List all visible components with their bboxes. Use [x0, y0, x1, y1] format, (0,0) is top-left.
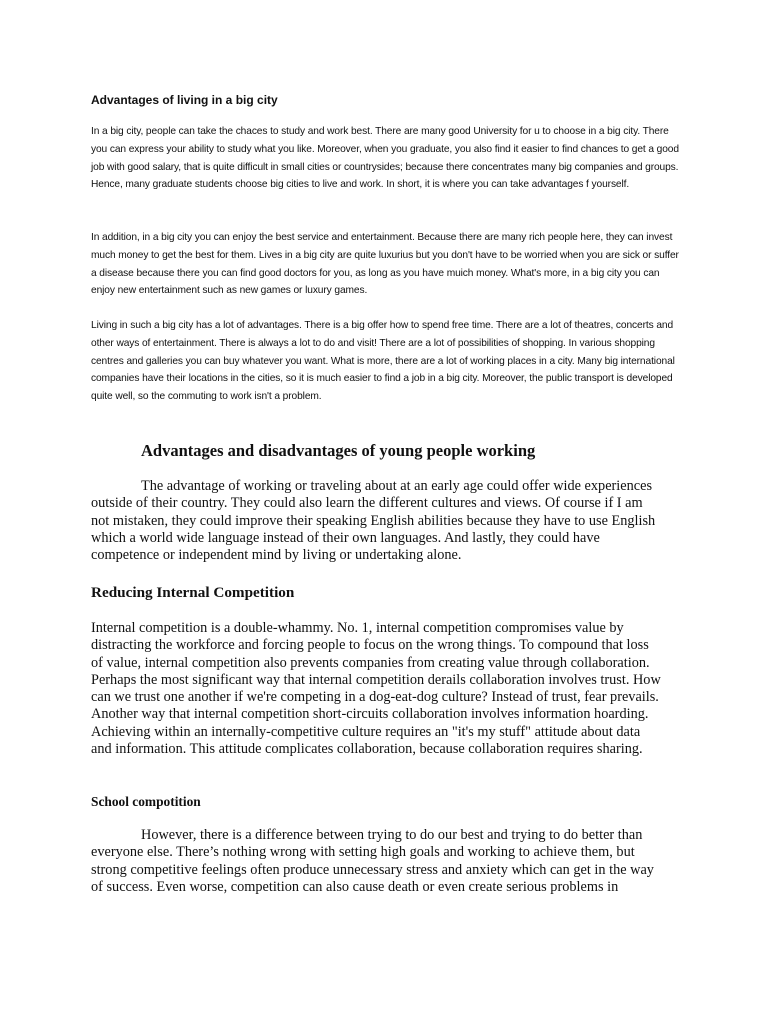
paragraph-school-competition: However, there is a difference between trying to do our best and trying to do better than everyone else. There’s nothing wrong with setting high goals and working to achieve them, but strong competitive feelings often produce unnecessary stress and anxiety which can get in the way of success. Even worse, competition can also cause death or even create serious problems in	[91, 827, 654, 895]
heading-reducing-internal-competition: Reducing Internal Competition	[91, 584, 295, 601]
paragraph-service-and-entertainment: In addition, in a big city you can enjoy the best service and entertainment. Because there are many rich people here, they can invest much money to get the best for them. Lives in a big city are quite luxurius but you don't have to be worried when you are sick or suffer a disease because there you can find good doctors for you, as long as you have muich money. What's more, in a big city you can enjoy new entertainment such as new games or luxury games.	[91, 232, 679, 297]
paragraph-study-and-work: In a big city, people can take the chaces to study and work best. There are many good University for u to choose in a big city. There you can express your ability to study what you like. Moreover, when you graduate, you also find it easier to find chances to get a good job with good salary, that is quite difficult in small cities or countrysides; because there concentrates many big companies and groups. Hence, many graduate students choose big cities to live and work. In short, it is where you can take advantages f yourself.	[91, 126, 679, 191]
paragraph-young-people-working: The advantage of working or traveling about at an early age could offer wide experiences outside of their country. They could also learn the different cultures and views. Of course if I am not mistaken, they could improve their speaking English abilities because they have to use English which a world wide language instead of their own languages. And lastly, they could have competence or independent mind by living or undertaking alone.	[91, 478, 656, 564]
heading-school-competition: School compotition	[91, 794, 201, 809]
paragraph-advantages-list: Living in such a big city has a lot of advantages. There is a big offer how to spend free time. There are a lot of theatres, concerts and other ways of entertainment. There is always a lot to do and visit! There are a lot of possibilities of shopping. In various shopping centres and galleries you can buy whatever you want. What is more, there are a lot of working places in a city. Many big international companies have their locations in the cities, so it is much easier to find a job in a big city. Moreover, the public transport is developed quite well, so the commuting to work isn't a problem.	[91, 320, 675, 403]
paragraph-internal-competition: Internal competition is a double-whammy. No. 1, internal competition compromises value by distracting the workforce and forcing people to focus on the wrong things. To compound that loss of value, internal competition also prevents companies from creating value through collaboration. Perhaps the most significant way that internal competition derails collaboration involves trust. How can we trust one another if we're competing in a dog-eat-dog culture? Instead of trust, fear prevails. Another way that internal competition short-circuits collaboration involves information hoarding. Achieving within an internally-competitive culture requires an "it's my stuff" attitude about data and information. This attitude complicates collaboration, because collaboration requires sharing.	[91, 620, 661, 758]
heading-young-people-working: Advantages and disadvantages of young people working	[141, 441, 536, 460]
heading-living-in-big-city: Advantages of living in a big city	[91, 93, 278, 107]
